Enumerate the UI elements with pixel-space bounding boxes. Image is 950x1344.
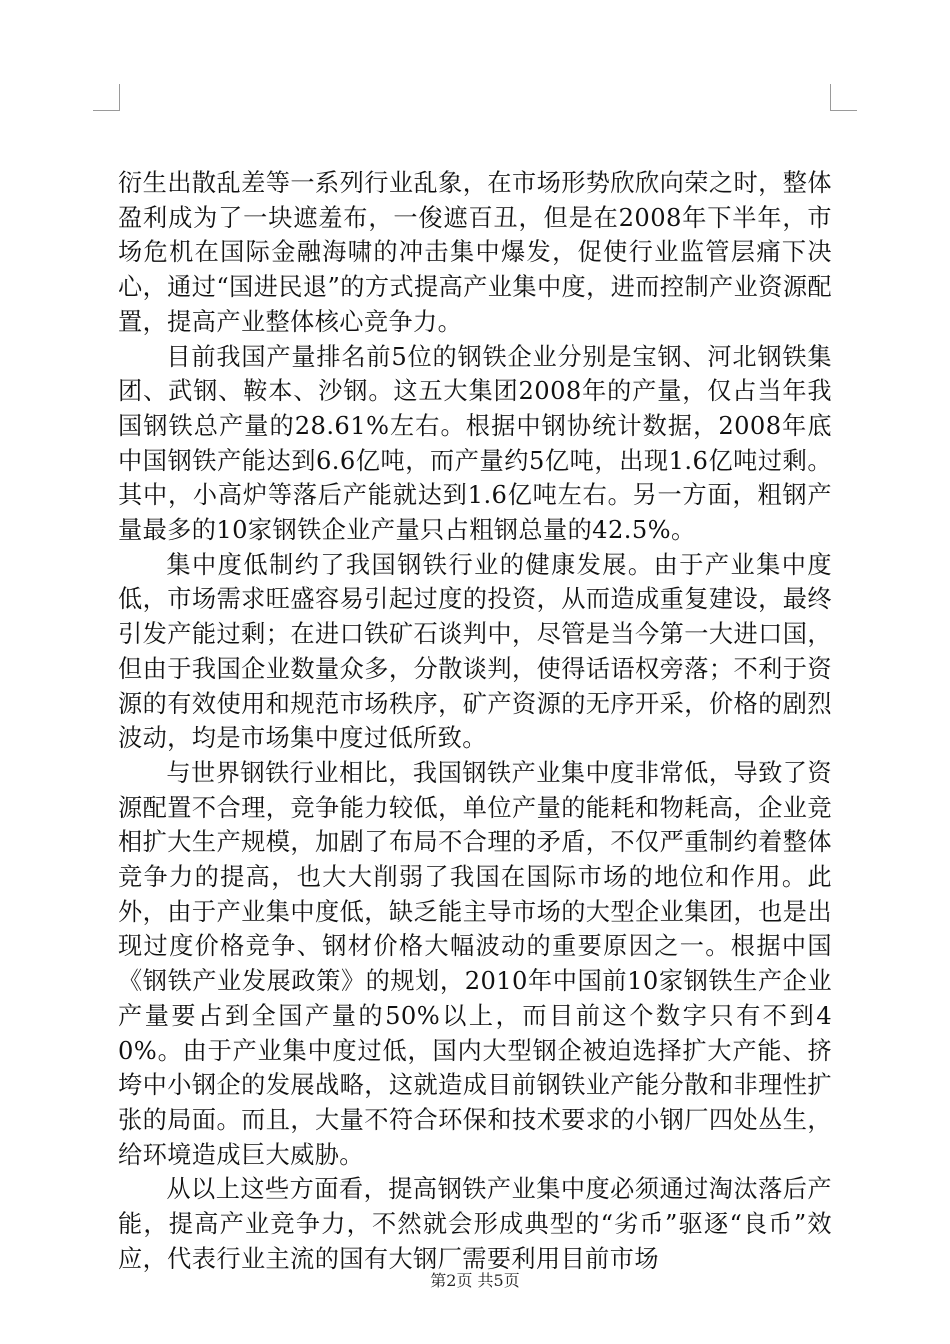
paragraph-3: 集中度低制约了我国钢铁行业的健康发展。由于产业集中度低，市场需求旺盛容易引起过度的投资，从而造成重复建设，最终引发产能过剩；在进口铁矿石谈判中，尽管是当今第一大进口国，但由于我国企业数量众多，分散谈判，使得话语权旁落；不利于资源的有效使用和规范市场秩序，矿产资源的无序开采，价格的剧烈波动，均是市场集中度过低所致。 (118, 550, 832, 753)
paragraph-4: 与世界钢铁行业相比，我国钢铁产业集中度非常低，导致了资源配置不合理，竞争能力较低，单位产量的能耗和物耗高，企业竞相扩大生产规模，加剧了布局不合理的矛盾，不仅严重制约着整体竞争力的提高，也大大削弱了我国在国际市场的地位和作用。此外，由于产业集中度低，缺乏能主导市场的大型企业集团，也是出现过度价格竞争、钢材价格大幅波动的重要原因之一。根据中国《钢铁产业发展政策》的规划，2010年中国前10家钢铁生产企业产量要占到全国产量的50%以上，而目前这个数字只有不到40%。由于产业集中度过低，国内大型钢企被迫选择扩大产能、挤垮中小钢企的发展战略，这就造成目前钢铁业产能分散和非理性扩张的局面。而且，大量不符合环保和技术要求的小钢厂四处丛生，给环境造成巨大威胁。 (118, 758, 832, 1169)
paragraph-2: 目前我国产量排名前5位的钢铁企业分别是宝钢、河北钢铁集团、武钢、鞍本、沙钢。这五大集团2008年的产量，仅占当年我国钢铁总产量的28.61%左右。根据中钢协统计数据，2008年底中国钢铁产能达到6.6亿吨，而产量约5亿吨，出现1.6亿吨过剩。其中，小高炉等落后产能就达到1.6亿吨左右。另一方面，粗钢产量最多的10家钢铁企业产量只占粗钢总量的42.5%。 (118, 342, 832, 545)
page-number-footer: 第2页 共5页 (430, 1271, 520, 1290)
crop-mark-top-left (93, 84, 120, 111)
crop-mark-top-right (830, 84, 857, 111)
document-body (118, 166, 832, 1277)
paragraph-1: 衍生出散乱差等一系列行业乱象，在市场形势欣欣向荣之时，整体盈利成为了一块遮羞布，一俊遮百丑，但是在2008年下半年，市场危机在国际金融海啸的冲击集中爆发，促使行业监管层痛下决心，通过“国进民退”的方式提高产业集中度，进而控制产业资源配置，提高产业整体核心竞争力。 (118, 169, 832, 336)
paragraph-5: 从以上这些方面看，提高钢铁产业集中度必须通过淘汰落后产能，提高产业竞争力，不然就会形成典型的“劣币”驱逐“良币”效应，代表行业主流的国有大钢厂需要利用目前市场 (118, 1175, 832, 1273)
